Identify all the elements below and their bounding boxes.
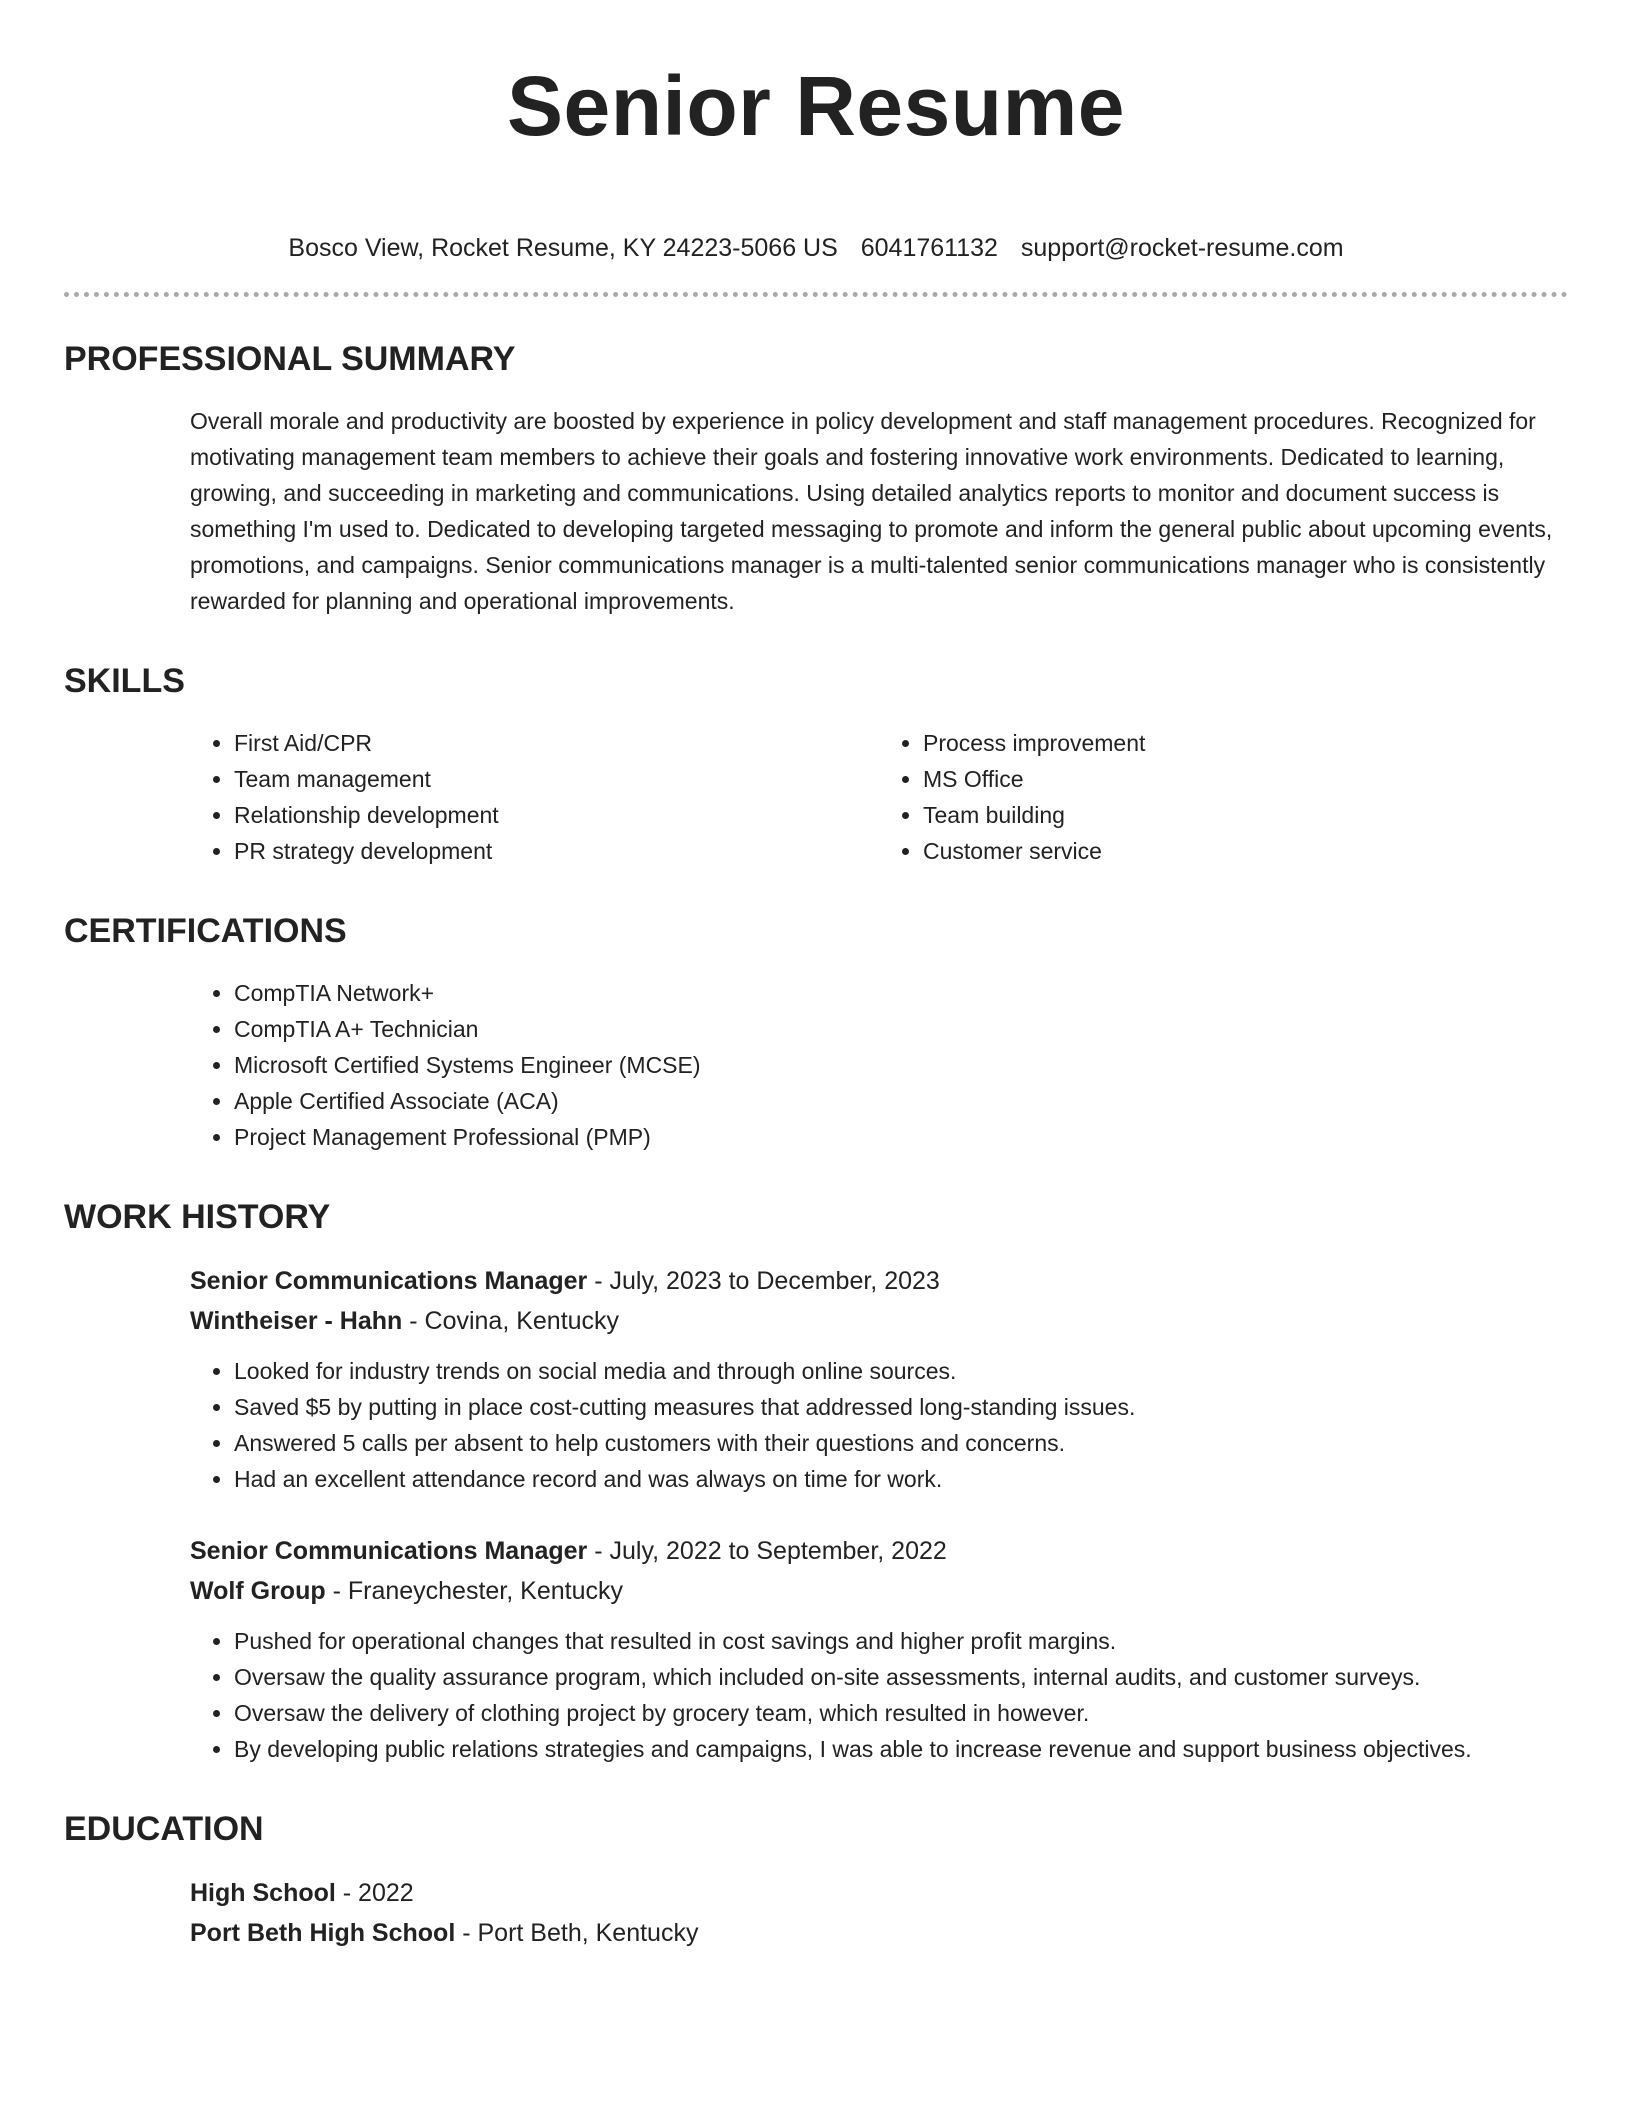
skills-grid [64,725,1568,869]
job-company-line [190,1571,1568,1611]
job-location: - Covina, Kentucky [402,1307,620,1335]
job-bullet: • Saved $5 by putting in place cost-cutting measures that addressed long-standing issues. [234,1389,1568,1425]
job-company-line [190,1301,1568,1341]
skills-section [64,659,1568,869]
certifications-section [64,909,1568,1155]
education-degree: High School [190,1879,336,1907]
job-role: Senior Communications Manager [190,1267,588,1295]
job-bullet: • By developing public relations strategies and campaigns, I was able to increase revenue and support business objectives. [234,1731,1568,1767]
education-location: - Port Beth, Kentucky [455,1919,699,1947]
skills-title: SKILLS [64,662,185,700]
summary-body [64,403,1568,619]
job-entry [190,1531,1568,1767]
skills-left-list [190,725,879,869]
education-section [64,1807,1568,1953]
work-section [64,1195,1568,1767]
contact-email: support@rocket-resume.com [1020,234,1344,262]
education-title: EDUCATION [64,1810,264,1848]
certifications-list [190,975,1568,1155]
skill-item: • MS Office [923,761,1568,797]
education-school: Port Beth High School [190,1919,456,1947]
contact-phone: 6041761132 [860,234,998,262]
header-divider [64,292,1568,297]
education-year: - 2022 [335,1879,414,1907]
job-dates: - July, 2022 to September, 2022 [587,1537,947,1565]
skill-item: • Team management [234,761,879,797]
work-body [64,1261,1568,1767]
job-bullet: • Oversaw the delivery of clothing project by grocery team, which resulted in however. [234,1695,1568,1731]
skill-item: • Process improvement [923,725,1568,761]
job-bullet: • Had an excellent attendance record and was always on time for work. [234,1461,1568,1497]
certification-item: • Microsoft Certified Systems Engineer (MCSE) [234,1047,1568,1083]
skill-item: • First Aid/CPR [234,725,879,761]
job-bullet: • Oversaw the quality assurance program, which included on-site assessments, internal audits, and customer surveys. [234,1659,1568,1695]
job-location: - Franeychester, Kentucky [325,1577,623,1605]
job-company: Wintheiser - Hahn [190,1307,403,1335]
certifications-body [64,975,1568,1155]
education-school-line [190,1913,1568,1953]
job-bullet: • Answered 5 calls per absent to help customers with their questions and concerns. [234,1425,1568,1461]
job-entry [190,1261,1568,1497]
certification-item: • CompTIA Network+ [234,975,1568,1011]
job-bullets [190,1623,1568,1767]
skill-item: • PR strategy development [234,833,879,869]
work-title: WORK HISTORY [64,1198,331,1236]
job-role-line [190,1531,1568,1571]
certification-item: • Apple Certified Associate (ACA) [234,1083,1568,1119]
resume-name: Senior Resume [506,59,1126,153]
job-bullet: • Looked for industry trends on social media and through online sources. [234,1353,1568,1389]
summary-title: PROFESSIONAL SUMMARY [64,340,516,378]
job-role: Senior Communications Manager [190,1537,588,1565]
job-dates: - July, 2023 to December, 2023 [587,1267,940,1295]
job-company: Wolf Group [190,1577,326,1605]
skill-item: • Customer service [923,833,1568,869]
skills-right-list [879,725,1568,869]
summary-section [64,337,1568,619]
contact-line [64,232,1568,264]
skill-item: • Team building [923,797,1568,833]
job-bullets [190,1353,1568,1497]
contact-address: Bosco View, Rocket Resume, KY 24223-5066 US [288,234,838,262]
job-bullet: • Pushed for operational changes that resulted in cost savings and higher profit margins. [234,1623,1568,1659]
certification-item: • Project Management Professional (PMP) [234,1119,1568,1155]
education-degree-line [190,1873,1568,1913]
education-body [64,1873,1568,1953]
certifications-title: CERTIFICATIONS [64,912,347,950]
summary-text: Overall morale and productivity are boosted by experience in policy development and staff management procedures. Recognized for motivating management team members to achieve their goals and fostering innovative work environments. Dedicated to learning, growing, and succeeding in marketing and communications. Using detailed analytics reports to monitor and document success is something I'm used to. Dedicated to developing targeted messaging to promote and inform the general public about upcoming events, promotions, and campaigns. Senior communications manager is a multi-talented senior communications manager who is consistently rewarded for planning and operational improvements. [190,408,1553,614]
job-role-line [190,1261,1568,1301]
skill-item: • Relationship development [234,797,879,833]
certification-item: • CompTIA A+ Technician [234,1011,1568,1047]
